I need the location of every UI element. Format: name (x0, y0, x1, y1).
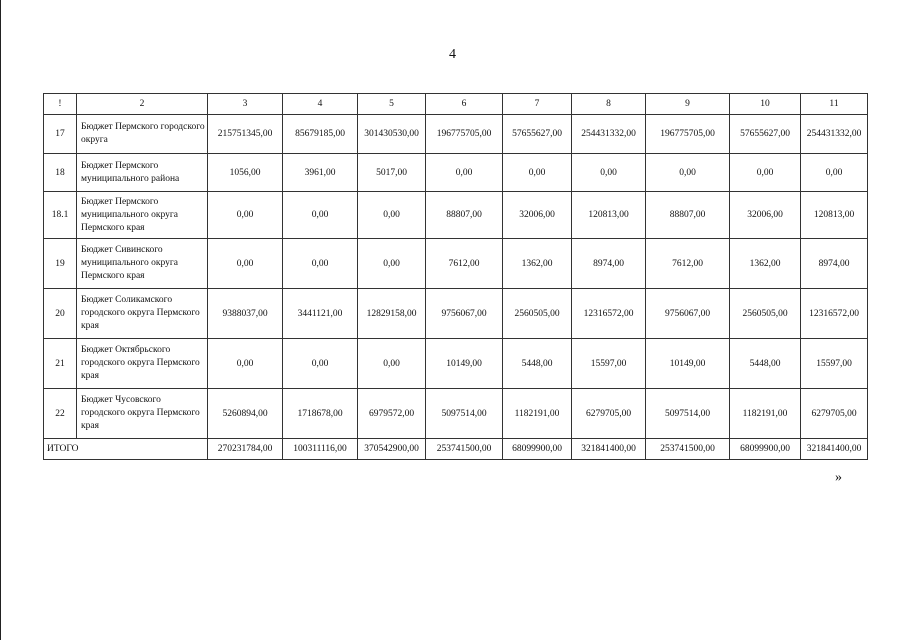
total-value-cell: 68099900,00 (503, 439, 572, 460)
header-cell: 11 (801, 94, 868, 115)
value-cell: 5017,00 (358, 154, 426, 192)
value-cell: 12316572,00 (572, 289, 646, 339)
table-row (44, 115, 868, 154)
header-cell: 4 (283, 94, 358, 115)
header-cell: ! (44, 94, 77, 115)
value-cell: 57655627,00 (730, 115, 801, 154)
total-row (44, 439, 868, 460)
value-cell: 196775705,00 (646, 115, 730, 154)
value-cell: 0,00 (283, 192, 358, 239)
closing-quote-mark: » (835, 470, 842, 485)
header-cell: 6 (426, 94, 503, 115)
value-cell: 32006,00 (730, 192, 801, 239)
value-cell: 32006,00 (503, 192, 572, 239)
value-cell: 88807,00 (426, 192, 503, 239)
value-cell: 9388037,00 (208, 289, 283, 339)
value-cell: 0,00 (646, 154, 730, 192)
table-row (44, 154, 868, 192)
value-cell: 2560505,00 (503, 289, 572, 339)
value-cell: 120813,00 (572, 192, 646, 239)
value-cell: 12829158,00 (358, 289, 426, 339)
header-cell: 9 (646, 94, 730, 115)
value-cell: 7612,00 (426, 239, 503, 289)
value-cell: 0,00 (283, 339, 358, 389)
value-cell: 0,00 (426, 154, 503, 192)
value-cell: 15597,00 (801, 339, 868, 389)
value-cell: 88807,00 (646, 192, 730, 239)
value-cell: 0,00 (358, 339, 426, 389)
value-cell: 1182191,00 (503, 389, 572, 439)
value-cell: 1056,00 (208, 154, 283, 192)
value-cell: 5448,00 (730, 339, 801, 389)
value-cell: 120813,00 (801, 192, 868, 239)
value-cell: 15597,00 (572, 339, 646, 389)
total-label: ИТОГО (44, 439, 208, 460)
budget-name: Бюджет Пермского городского округа (77, 115, 208, 154)
value-cell: 5260894,00 (208, 389, 283, 439)
value-cell: 301430530,00 (358, 115, 426, 154)
total-value-cell: 68099900,00 (730, 439, 801, 460)
total-value-cell: 253741500,00 (646, 439, 730, 460)
row-number: 19 (44, 239, 77, 289)
header-cell: 8 (572, 94, 646, 115)
header-cell: 3 (208, 94, 283, 115)
value-cell: 0,00 (358, 239, 426, 289)
value-cell: 254431332,00 (801, 115, 868, 154)
value-cell: 9756067,00 (426, 289, 503, 339)
value-cell: 215751345,00 (208, 115, 283, 154)
total-value-cell: 270231784,00 (208, 439, 283, 460)
value-cell: 10149,00 (426, 339, 503, 389)
total-value-cell: 321841400,00 (572, 439, 646, 460)
budget-name: Бюджет Пермского муниципального округа Пермского края (77, 192, 208, 239)
value-cell: 7612,00 (646, 239, 730, 289)
value-cell: 6279705,00 (801, 389, 868, 439)
value-cell: 8974,00 (572, 239, 646, 289)
value-cell: 254431332,00 (572, 115, 646, 154)
value-cell: 85679185,00 (283, 115, 358, 154)
budget-name: Бюджет Соликамского городского округа Пермского края (77, 289, 208, 339)
budget-name: Бюджет Сивинского муниципального округа Пермского края (77, 239, 208, 289)
value-cell: 0,00 (208, 192, 283, 239)
header-cell: 2 (77, 94, 208, 115)
budget-table (43, 93, 868, 460)
budget-name: Бюджет Пермского муниципального района (77, 154, 208, 192)
page-number: 4 (449, 47, 456, 62)
row-number: 18.1 (44, 192, 77, 239)
value-cell: 1718678,00 (283, 389, 358, 439)
value-cell: 5448,00 (503, 339, 572, 389)
value-cell: 5097514,00 (646, 389, 730, 439)
budget-name: Бюджет Октябрьского городского округа Пермского края (77, 339, 208, 389)
value-cell: 0,00 (503, 154, 572, 192)
row-number: 18 (44, 154, 77, 192)
value-cell: 0,00 (730, 154, 801, 192)
value-cell: 1182191,00 (730, 389, 801, 439)
value-cell: 1362,00 (503, 239, 572, 289)
value-cell: 0,00 (208, 239, 283, 289)
value-cell: 6279705,00 (572, 389, 646, 439)
value-cell: 2560505,00 (730, 289, 801, 339)
value-cell: 6979572,00 (358, 389, 426, 439)
table-row (44, 289, 868, 339)
total-value-cell: 253741500,00 (426, 439, 503, 460)
table-row (44, 339, 868, 389)
row-number: 20 (44, 289, 77, 339)
value-cell: 12316572,00 (801, 289, 868, 339)
row-number: 17 (44, 115, 77, 154)
value-cell: 3441121,00 (283, 289, 358, 339)
value-cell: 57655627,00 (503, 115, 572, 154)
value-cell: 0,00 (801, 154, 868, 192)
table-row (44, 192, 868, 239)
value-cell: 0,00 (572, 154, 646, 192)
value-cell: 3961,00 (283, 154, 358, 192)
value-cell: 0,00 (283, 239, 358, 289)
table-row (44, 239, 868, 289)
page-edge-line (0, 0, 1, 640)
value-cell: 5097514,00 (426, 389, 503, 439)
value-cell: 9756067,00 (646, 289, 730, 339)
value-cell: 1362,00 (730, 239, 801, 289)
budget-name: Бюджет Чусовского городского округа Пермского края (77, 389, 208, 439)
header-cell: 7 (503, 94, 572, 115)
value-cell: 10149,00 (646, 339, 730, 389)
header-cell: 10 (730, 94, 801, 115)
total-value-cell: 100311116,00 (283, 439, 358, 460)
value-cell: 0,00 (358, 192, 426, 239)
row-number: 21 (44, 339, 77, 389)
header-row (44, 94, 868, 115)
table-body (44, 94, 868, 460)
row-number: 22 (44, 389, 77, 439)
total-value-cell: 321841400,00 (801, 439, 868, 460)
value-cell: 0,00 (208, 339, 283, 389)
total-value-cell: 370542900,00 (358, 439, 426, 460)
header-cell: 5 (358, 94, 426, 115)
value-cell: 196775705,00 (426, 115, 503, 154)
table-row (44, 389, 868, 439)
value-cell: 8974,00 (801, 239, 868, 289)
